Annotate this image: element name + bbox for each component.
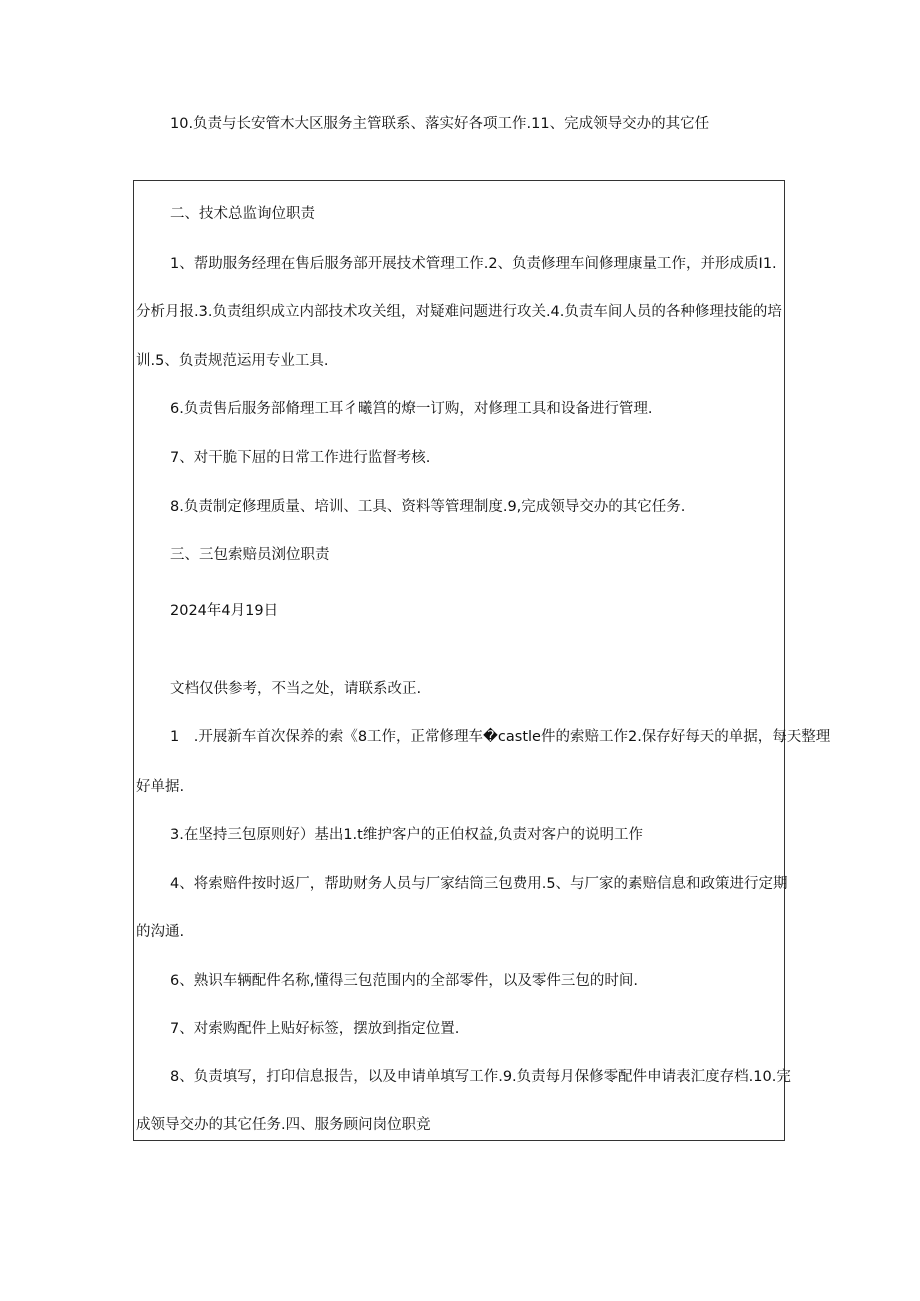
text-line: 3.在坚持三包原则好）基出1.t维护客户的正伯权益,负责对客户的说明工作 bbox=[170, 827, 643, 843]
text-line: 4、将索赔件按时返厂，帮助财务人员与厂家结筒三包费用.5、与厂家的素赔信息和政策进行定期 bbox=[170, 876, 788, 892]
text-line: 7、对干脆下屈的日常工作进行监督考核. bbox=[170, 450, 431, 466]
content-frame bbox=[133, 180, 831, 1141]
text-line: 6.负责售后服务部脩理工耳彳曦筥的燎一订购，对修理工具和设备进行管理. bbox=[170, 401, 653, 417]
document-date: 2024年4月19日 bbox=[170, 603, 279, 619]
text-line: 1、帮助服务经理在售后服务部开展技术管理工作.2、负责修理车间修理康量工作，并形成质I1. bbox=[170, 256, 777, 272]
text-line: 6、熟识车辆配件名称,懂得三包范围内的全部零件，以及零件三包的时间. bbox=[170, 973, 638, 989]
text-line: 1 .开展新车首次保养的索《8工作，正常修理车�castle件的索赔工作2.保存好每天的单据，每天整理 bbox=[170, 729, 831, 745]
text-line: 好单据. bbox=[136, 779, 185, 795]
section-heading-technical-director: 二、技术总监询位职责 bbox=[170, 206, 315, 222]
disclaimer-note: 文档仅供参考，不当之处，请联系改正. bbox=[170, 681, 422, 697]
text-line: 的沟通. bbox=[136, 924, 185, 940]
text-line: 训.5、负责规范运用专业工具. bbox=[136, 353, 329, 369]
top-text-line: 10.负责与长安管木大区服务主管联系、落实好各项工作.11、完成领导交办的其它任 bbox=[170, 116, 710, 132]
text-line: 分析月报.3.负责组织成立内部技术攻关组，对疑难问题进行攻关.4.负责车间人员的各种修理技能的培 bbox=[136, 304, 782, 320]
text-line: 成领导交办的其它任务.四、服务顾问岗位职竞 bbox=[136, 1117, 431, 1133]
text-line: 8、负责填写，打印信息报告，以及申请单填写工作.9.负责每月保修零配件申请表汇度存档.10.完 bbox=[170, 1069, 791, 1085]
text-line: 8.负责制定修理质量、培训、工具、资料等管理制度.9,完成领导交办的其它任务. bbox=[170, 499, 686, 515]
text-line: 7、对索购配件上贴好标签，摆放到指定位置. bbox=[170, 1021, 460, 1037]
section-heading-warranty-claims: 三、三包索赔员浏位职责 bbox=[170, 547, 330, 563]
